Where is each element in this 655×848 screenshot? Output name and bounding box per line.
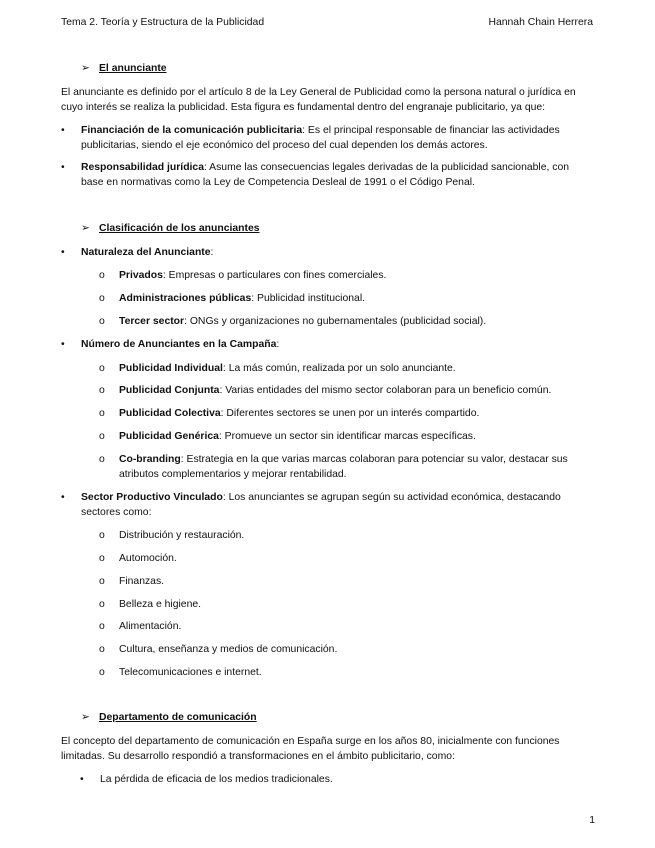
sub-list-item: [99, 291, 593, 306]
sub-list-item: [99, 597, 593, 612]
sub-list-item: [99, 619, 593, 634]
arrow-bullet-icon: ➢: [81, 223, 90, 234]
list-item-text: :: [210, 247, 214, 258]
sub-list-item-term: Publicidad Genérica: [119, 431, 219, 442]
circle-bullet-icon: o: [99, 316, 105, 327]
arrow-bullet-icon: ➢: [81, 712, 90, 723]
circle-bullet-icon: o: [99, 667, 105, 678]
circle-bullet-icon: o: [99, 293, 105, 304]
list-item-term: Sector Productivo Vinculado: [81, 492, 223, 503]
list-item-text: :: [276, 339, 280, 350]
circle-bullet-icon: o: [99, 363, 105, 374]
sub-list-item-text: Distribución y restauración.: [119, 530, 245, 541]
list-item-text: La pérdida de eficacia de los medios tradicionales.: [100, 774, 333, 785]
circle-bullet-icon: o: [99, 454, 105, 465]
sub-list-item-text: : Promueve un sector sin identificar marcas específicas.: [218, 431, 476, 442]
section-title: Clasificación de los anunciantes: [99, 223, 260, 234]
list-item-term: Número de Anunciantes en la Campaña: [81, 339, 277, 350]
sub-list-item-term: Tercer sector: [119, 316, 185, 327]
list-item: [61, 490, 593, 520]
sub-list-item-text: Finanzas.: [119, 576, 165, 587]
header-title: Tema 2. Teoría y Estructura de la Publicidad: [61, 17, 265, 28]
bullet-icon: •: [61, 492, 65, 503]
circle-bullet-icon: o: [99, 408, 105, 419]
sub-list-item-text: Alimentación.: [119, 621, 182, 632]
list-item-term: Financiación de la comunicación publicitaria: [81, 125, 303, 136]
sub-list-item-term: Privados: [119, 270, 163, 281]
circle-bullet-icon: o: [99, 599, 105, 610]
sub-list-item: [99, 574, 593, 589]
sub-list-item: [99, 452, 593, 482]
list-item-term: Naturaleza del Anunciante: [81, 247, 211, 258]
header-author: Hannah Chain Herrera: [488, 17, 593, 28]
bullet-icon: •: [61, 247, 65, 258]
arrow-bullet-icon: ➢: [81, 63, 90, 74]
sub-list-item: [99, 665, 593, 680]
list-item: [61, 245, 593, 260]
sub-list-item-text: Telecomunicaciones e internet.: [119, 667, 262, 678]
circle-bullet-icon: o: [99, 385, 105, 396]
section-title: Departamento de comunicación: [99, 712, 257, 723]
sub-list-item-text: : Estrategia en la que varias marcas colaboran para potenciar su valor, destacar sus atributos complementarios y mejorar rentabilidad.: [119, 454, 568, 480]
bullet-icon: •: [61, 125, 65, 136]
circle-bullet-icon: o: [99, 553, 105, 564]
paragraph-intro: El anunciante es definido por el artículo 8 de la Ley General de Publicidad como la persona natural o jurídica en cuyo interés se realiza la publicidad. Esta figura es fundamental dentro del engranaje publicitario, ya que:: [61, 87, 576, 113]
list-item-term: Responsabilidad jurídica: [81, 162, 204, 173]
sub-list-item: [99, 383, 593, 398]
page-number: 1: [589, 815, 595, 826]
section-heading-anunciante: [81, 62, 167, 74]
circle-bullet-icon: o: [99, 431, 105, 442]
sub-list-item: [99, 429, 593, 444]
sub-list-item-term: Publicidad Individual: [119, 363, 223, 374]
sub-list-item: [99, 268, 593, 283]
sub-list-item-text: : Empresas o particulares con fines comerciales.: [162, 270, 387, 281]
sub-list-item-text: : ONGs y organizaciones no gubernamentales (publicidad social).: [184, 316, 487, 327]
circle-bullet-icon: o: [99, 270, 105, 281]
sub-list-item-term: Publicidad Conjunta: [119, 385, 220, 396]
sub-list-item-text: : La más común, realizada por un solo anunciante.: [222, 363, 456, 374]
list-item: [61, 337, 593, 352]
sub-list-item: [99, 642, 593, 657]
paragraph-intro: El concepto del departamento de comunicación en España surge en los años 80, inicialmente con funciones limitadas. Su desarrollo respondió a transformaciones en el ámbito publicitario, como:: [61, 736, 560, 762]
sub-list-item-text: Belleza e higiene.: [119, 599, 202, 610]
circle-bullet-icon: o: [99, 576, 105, 587]
sub-list-item-term: Administraciones públicas: [119, 293, 252, 304]
section-heading-clasificacion: [81, 222, 260, 234]
bullet-icon: •: [61, 339, 65, 350]
list-item-text: : Los anunciantes se agrupan según su actividad económica, destacando sectores como:: [81, 492, 561, 518]
bullet-icon: •: [61, 162, 65, 173]
sub-list-item-term: Publicidad Colectiva: [119, 408, 221, 419]
sub-list-item-text: Cultura, enseñanza y medios de comunicación.: [119, 644, 338, 655]
sub-list-item-text: Automoción.: [119, 553, 177, 564]
sub-list-item: [99, 406, 593, 421]
sub-list-item: [99, 361, 593, 376]
list-item-text: : Asume las consecuencias legales derivadas de la publicidad sancionable, con base en normativas como la Ley de Competencia Desleal de 1991 o el Código Penal.: [81, 162, 570, 188]
list-item: [61, 123, 593, 153]
circle-bullet-icon: o: [99, 644, 105, 655]
circle-bullet-icon: o: [99, 530, 105, 541]
sub-list-item-text: : Varias entidades del mismo sector colaboran para un beneficio común.: [219, 385, 552, 396]
bullet-icon: •: [80, 774, 84, 785]
sub-list-item: [99, 528, 593, 543]
sub-list-item-text: : Publicidad institucional.: [251, 293, 366, 304]
list-item: [80, 772, 593, 787]
sub-list-item: [99, 551, 593, 566]
list-item-text: : Es el principal responsable de financiar las actividades publicitarias, siendo el eje económico del proceso del cual dependen los demás actores.: [81, 125, 560, 151]
section-title: El anunciante: [99, 63, 167, 74]
sub-list-item-text: : Diferentes sectores se unen por un interés compartido.: [220, 408, 480, 419]
sub-list-item: [99, 314, 593, 329]
sub-list-item-term: Co-branding: [119, 454, 181, 465]
section-heading-departamento: [81, 711, 257, 723]
list-item: [61, 160, 593, 190]
circle-bullet-icon: o: [99, 621, 105, 632]
